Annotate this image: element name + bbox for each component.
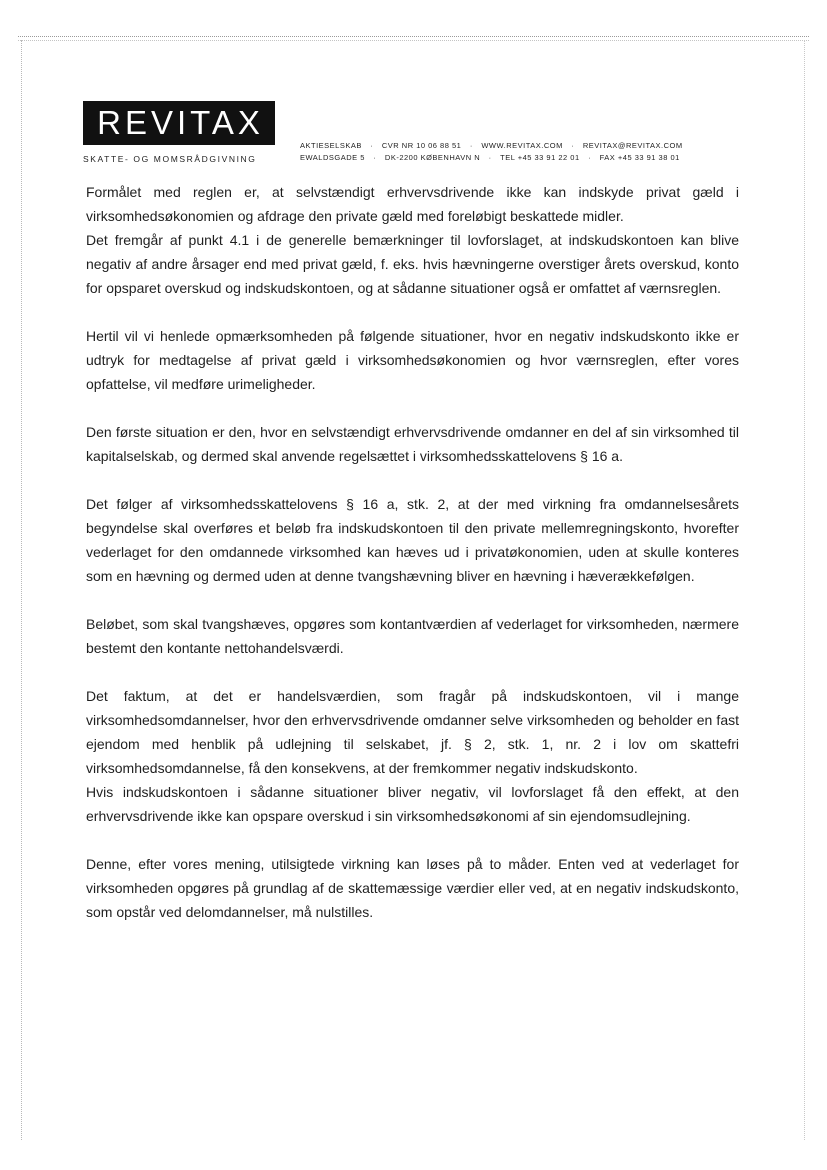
- paragraph: Hvis indskudskontoen i sådanne situationer bliver negativ, vil lovforslaget få den effekt, at den erhvervsdrivende ikke kan opspare overskud i sin virksomhedsøkonomi af sin ejendomsudlejning.: [86, 784, 739, 824]
- website: WWW.REVITAX.COM: [481, 141, 563, 150]
- paragraph: Det følger af virksomhedsskattelovens § 16 a, stk. 2, at der med virkning fra omdannelsesårets begyndelse skal overføres et beløb fra indskudskontoen til den private mellemregningskonto, hvorefter vederlaget for den omdannede virksomhed kan hæves ud i privatøkonomien, uden at skulle konteres som en hævning og dermed uden at denne tvangshævning bliver en hævning i hæverækkefølgen.: [86, 496, 739, 584]
- letter-body: [86, 180, 739, 948]
- fax: FAX +45 33 91 38 01: [599, 153, 680, 162]
- letterhead-address-line-2: EWALDSGADE 5 · DK-2200 KØBENHAVN N · TEL +45 33 91 22 01 · FAX +45 33 91 38 01: [300, 153, 680, 162]
- scan-edge-top: [18, 36, 809, 41]
- phone: TEL +45 33 91 22 01: [500, 153, 580, 162]
- postal-city: DK-2200 KØBENHAVN N: [384, 153, 481, 162]
- paragraph: Det faktum, at det er handelsværdien, som fragår på indskudskontoen, vil i mange virksomhedsomdannelser, hvor den erhvervsdrivende omdanner selve virksomheden og beholder en fast ejendom med henblik på udlejning til selskabet, jf. § 2, stk. 1, nr. 2 i lov om skattefri virksomhedsomdannelse, få den konsekvens, at der fremkommer negativ indskudskonto.: [86, 688, 739, 776]
- email: REVITAX@REVITAX.COM: [582, 141, 683, 150]
- logo-text: REVITAX: [97, 104, 264, 141]
- paragraph: Beløbet, som skal tvangshæves, opgøres som kontantværdien af vederlaget for virksomheden, nærmere bestemt den kontante nettohandelsværdi.: [86, 616, 739, 656]
- paragraph: Den første situation er den, hvor en selvstændigt erhvervsdrivende omdanner en del af sin virksomhed til kapitalselskab, og dermed skal anvende regelsættet i virksomhedsskattelovens § 16 a.: [86, 424, 739, 464]
- paragraph: Formålet med reglen er, at selvstændigt erhvervsdrivende ikke kan indskyde privat gæld i virksomhedsøkonomien og afdrage den private gæld med foreløbigt beskattede midler.: [86, 184, 739, 224]
- cvr-number: CVR NR 10 06 88 51: [381, 141, 462, 150]
- company-tagline: SKATTE- OG MOMSRÅDGIVNING: [83, 154, 257, 164]
- paragraph: Hertil vil vi henlede opmærksomheden på følgende situationer, hvor en negativ indskudskonto ikke er udtryk for medtagelse af privat gæld i virksomhedsøkonomien og hvor værnsreglen, efter vores opfattelse, vil medføre urimeligheder.: [86, 328, 739, 392]
- company-logo: [83, 101, 275, 145]
- company-type: AKTIESELSKAB: [300, 141, 362, 150]
- scan-edge-right: [804, 40, 805, 1140]
- street-address: EWALDSGADE 5: [300, 153, 365, 162]
- scan-edge-left: [21, 40, 22, 1140]
- paragraph: Denne, efter vores mening, utilsigtede virkning kan løses på to måder. Enten ved at vederlaget for virksomheden opgøres på grundlag af de skattemæssige værdier eller ved, at en negativ indskudskonto, som opstår ved delomdannelser, må nulstilles.: [86, 856, 739, 920]
- letterhead-address-line-1: AKTIESELSKAB · CVR NR 10 06 88 51 · WWW.REVITAX.COM · REVITAX@REVITAX.COM: [300, 141, 683, 150]
- paragraph: Det fremgår af punkt 4.1 i de generelle bemærkninger til lovforslaget, at indskudskontoen kan blive negativ af andre årsager end med privat gæld, f. eks. hvis hævningerne overstiger årets overskud, konto for opsparet overskud og indskudskontoen, og at sådanne situationer også er omfattet af værnsreglen.: [86, 232, 739, 296]
